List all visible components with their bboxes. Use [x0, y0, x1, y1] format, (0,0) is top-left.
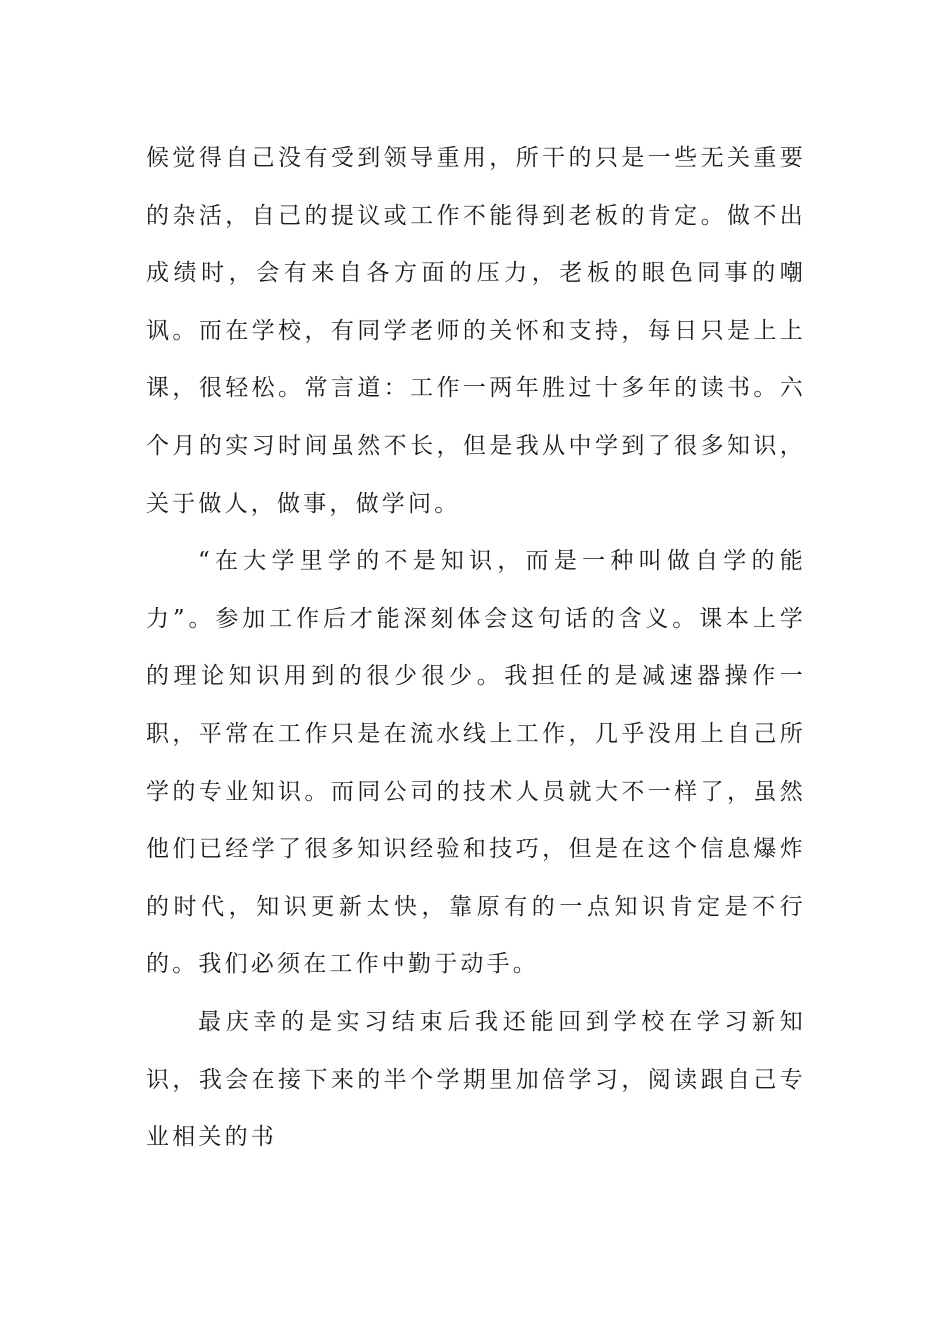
paragraph-after-internship: 最庆幸的是实习结束后我还能回到学校在学习新知识，我会在接下来的半个学期里加倍学习，阅读跟自己专业相关的书 — [146, 1008, 806, 1151]
document-body — [146, 130, 806, 1167]
paragraph-self-learning: “在大学里学的不是知识，而是一种叫做自学的能力”。参加工作后才能深刻体会这句话的含义。课本上学的理论知识用到的很少很少。我担任的是减速器操作一职，平常在工作只是在流水线上工作，几乎没用上自己所学的专业知识。而同公司的技术人员就大不一样了，虽然他们已经学了很多知识经验和技巧，但是在这个信息爆炸的时代，知识更新太快，靠原有的一点知识肯定是不行的。我们必须在工作中勤于动手。 — [146, 548, 806, 978]
paragraph-continuation: 候觉得自己没有受到领导重用，所干的只是一些无关重要的杂活，自己的提议或工作不能得到老板的肯定。做不出成绩时，会有来自各方面的压力，老板的眼色同事的嘲讽。而在学校，有同学老师的关怀和支持，每日只是上上课，很轻松。常言道：工作一两年胜过十多年的读书。六个月的实习时间虽然不长，但是我从中学到了很多知识，关于做人，做事，做学问。 — [146, 145, 806, 517]
